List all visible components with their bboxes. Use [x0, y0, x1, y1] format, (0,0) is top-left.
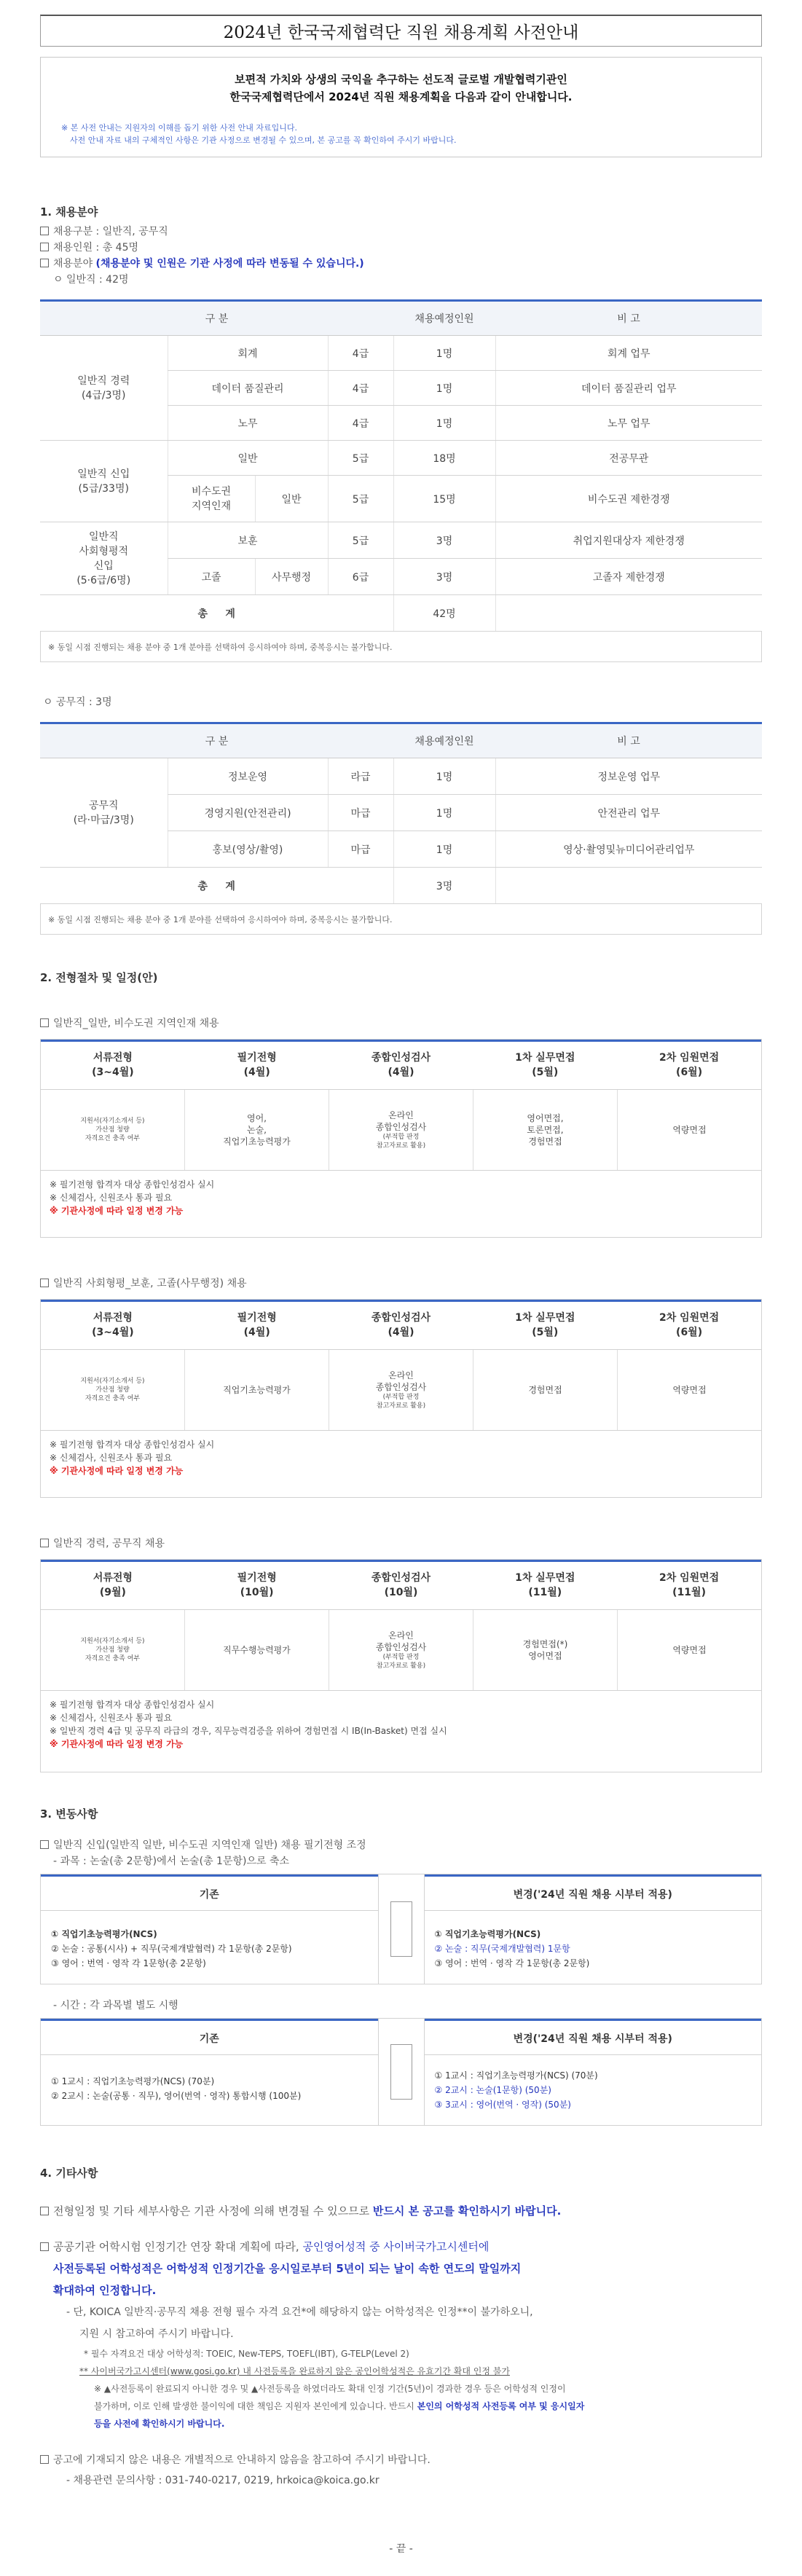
intro-line-1: 보편적 가치와 상생의 국익을 추구하는 선도적 글로벌 개발협력기관인 [235, 73, 567, 86]
stage-header: 2차 임원면접 (11월) [617, 1562, 761, 1610]
field: 고졸 [168, 559, 255, 595]
recruit-type: 채용구분 : 일반직, 공무직 [53, 226, 168, 237]
stage-content: 직무수행능력평가 [184, 1610, 329, 1690]
field: 경영지원(안전관리) [168, 795, 328, 831]
page-title: 2024년 한국국제협력단 직원 채용계획 사전안내 [40, 15, 762, 47]
stage-header: 종합인성검사 (10월) [329, 1562, 473, 1610]
contact-notice [40, 2450, 762, 2491]
process-note-warning: ※ 기관사정에 따라 일정 변경 가능 [50, 1739, 184, 1749]
field: 보훈 [168, 522, 328, 559]
stage-header: 2차 임원면접 (6월) [617, 1302, 761, 1350]
process-note: ※ 신체검사, 신원조사 통과 필요 [50, 1193, 173, 1203]
count: 1명 [393, 371, 495, 406]
after-header: 변경('24년 직원 채용 시부터 적용) [425, 2019, 762, 2055]
group-label: 일반직 신입 (5급/33명) [40, 441, 168, 522]
count: 1명 [393, 795, 495, 831]
sub-field: 일반 [255, 476, 328, 522]
table-row [40, 441, 762, 476]
total-remark [495, 868, 762, 904]
contact-info: - 채용관련 문의사항 : 031-740-0217, 0219, hrkoica@koica.go.kr [66, 2475, 380, 2486]
table-row [40, 758, 762, 795]
grade: 6급 [328, 559, 393, 595]
stage-header: 종합인성검사 (4월) [329, 1042, 473, 1090]
stage-header: 종합인성검사 (4월) [329, 1302, 473, 1350]
notice-emphasis: 반드시 본 공고를 확인하시기 바랍니다. [372, 2204, 562, 2218]
process-note-warning: ※ 기관사정에 따라 일정 변경 가능 [50, 1206, 184, 1216]
total-count: 42명 [393, 595, 495, 632]
intro-box [40, 57, 762, 157]
stage-content-main: 온라인 종합인성검사 [375, 1630, 427, 1652]
table-row [40, 522, 762, 559]
process-note: ※ 필기전형 합격자 대상 종합인성검사 실시 [50, 1179, 215, 1190]
before-line: ② 논술 : 공통(시사) + 직무(국제개발협력) 각 1문항(총 2문항) [51, 1944, 292, 1954]
process-title: 일반직 경력, 공무직 채용 [53, 1538, 165, 1550]
after-line: ② 2교시 : 논술(1문항) (50분) [434, 2085, 551, 2095]
group-label: 공무직 (라·마급/3명) [40, 758, 168, 868]
total-label: 총 계 [40, 868, 393, 904]
process-table [40, 1559, 762, 1772]
stage-content: 영어, 논술, 직업기초능력평가 [184, 1090, 329, 1170]
table-row [40, 336, 762, 371]
grade: 5급 [328, 441, 393, 476]
end-mark: - 끝 - [389, 2543, 413, 2555]
language-score-notice [40, 2236, 762, 2432]
public-recruit-table [40, 722, 762, 904]
arrow-icon [390, 1901, 412, 1957]
stage-header: 필기전형 (4월) [185, 1302, 329, 1350]
field: 홍보(영상/촬영) [168, 831, 328, 868]
process-note: ※ 필기전형 합격자 대상 종합인성검사 실시 [50, 1440, 215, 1450]
stage-header: 서류전형 (3~4월) [41, 1042, 185, 1090]
stage-content [329, 1610, 473, 1690]
process-note: ※ 일반직 경력 4급 및 공무직 라급의 경우, 직무능력검증을 위하여 경험면접 시 IB(In-Basket) 면접 실시 [50, 1726, 447, 1736]
general-recruit-table [40, 299, 762, 632]
checkbox-icon [40, 1840, 49, 1849]
stage-content: 지원서(자기소개서 등) 가산점 청량 자격요건 충족 여부 [80, 1638, 145, 1662]
stage-content: 역량면접 [617, 1090, 761, 1170]
grade: 5급 [328, 522, 393, 559]
total-label: 총 계 [40, 595, 393, 632]
notice-text: 지원 시 참고하여 주시기 바랍니다. [79, 2328, 234, 2340]
checkbox-icon [40, 1279, 49, 1287]
stage-content: 지원서(자기소개서 등) 가산점 청량 자격요건 충족 여부 [80, 1118, 145, 1142]
count: 1명 [393, 831, 495, 868]
section-3-heading: 3. 변동사항 [40, 1807, 98, 1821]
count: 1명 [393, 406, 495, 441]
section-4 [40, 2165, 762, 2491]
change-time-note: - 시간 : 각 과목별 별도 시행 [53, 2000, 178, 2011]
stage-content-sub: (부적합 판정 참고자료로 활용) [376, 1134, 426, 1150]
stage-header: 서류전형 (3~4월) [41, 1302, 185, 1350]
grade: 4급 [328, 406, 393, 441]
change-subject-note: - 과목 : 논술(총 2문항)에서 논술(총 1문항)으로 축소 [53, 1856, 290, 1867]
stage-content: 지원서(자기소개서 등) 가산점 청량 자격요건 충족 여부 [80, 1378, 145, 1402]
count: 1명 [393, 758, 495, 795]
stage-content-sub: (부적합 판정 참고자료로 활용) [376, 1394, 426, 1410]
table-note: ※ 동일 시점 진행되는 채용 분야 중 1개 분야를 선택하여 응시하여야 하며, 중복응시는 불가합니다. [40, 632, 762, 662]
section-2 [40, 970, 762, 1772]
process-note: ※ 필기전형 합격자 대상 종합인성검사 실시 [50, 1700, 215, 1710]
stage-header: 필기전형 (10월) [185, 1562, 329, 1610]
stage-content-sub: (부적합 판정 참고자료로 활용) [376, 1654, 426, 1670]
notice-footnote: ** 사이버국가고시센터(www.gosi.go.kr) 내 사전등록을 완료하지 않은 공인어학성적은 유효기간 확대 인정 불가 [79, 2366, 510, 2376]
remark: 안전관리 업무 [495, 795, 762, 831]
count: 15명 [393, 476, 495, 522]
notice-emphasis: 등을 사전에 확인하시기 바랍니다. [94, 2419, 225, 2429]
before-header: 기존 [41, 1874, 378, 1911]
change-item: 일반직 신입(일반직 일반, 비수도권 지역인재 일반) 채용 필기전형 조정 [53, 1839, 366, 1851]
col-header-count: 채용예정인원 [393, 723, 495, 758]
total-count: 3명 [393, 868, 495, 904]
remark: 취업지원대상자 제한경쟁 [495, 522, 762, 559]
field: 회계 [168, 336, 328, 371]
field: 비수도권 지역인재 [168, 476, 255, 522]
notice-text: 공공기관 어학시험 인정기간 연장 확대 계획에 따라, [53, 2240, 303, 2253]
process-title: 일반직 사회형평_보훈, 고졸(사무행정) 채용 [53, 1278, 247, 1289]
recruit-field-label: 채용분야 [53, 258, 96, 270]
after-header: 변경('24년 직원 채용 시부터 적용) [425, 1874, 762, 1911]
stage-header: 1차 실무면접 (5월) [473, 1042, 617, 1090]
checkbox-icon [40, 227, 49, 235]
col-header-remark: 비 고 [495, 723, 762, 758]
stage-content-main: 온라인 종합인성검사 [375, 1110, 427, 1132]
before-line: ③ 영어 : 번역 · 영작 각 1문항(총 2문항) [51, 1958, 206, 1968]
checkbox-icon [40, 2242, 49, 2251]
recruit-field-note: (채용분야 및 인원은 기관 사정에 따라 변동될 수 있습니다.) [95, 258, 364, 270]
stage-content: 직업기초능력평가 [184, 1350, 329, 1430]
grade: 4급 [328, 336, 393, 371]
stage-content: 경험면접(*) 영어면접 [473, 1610, 617, 1690]
intro-note-2: 사전 안내 자료 내의 구체적인 사항은 기관 사정으로 변경될 수 있으며, 본 공고를 꼭 확인하여 주시기 바랍니다. [70, 136, 457, 145]
checkbox-icon [40, 1018, 49, 1027]
checkbox-icon [40, 259, 49, 267]
stage-header: 1차 실무면접 (11월) [473, 1562, 617, 1610]
before-line: ① 1교시 : 직업기초능력평가(NCS) (70분) [51, 2076, 215, 2086]
grade: 5급 [328, 476, 393, 522]
remark: 데이터 품질관리 업무 [495, 371, 762, 406]
section-4-heading: 4. 기타사항 [40, 2167, 98, 2180]
remark: 전공무관 [495, 441, 762, 476]
intro-line-2: 한국국제협력단에서 2024년 직원 채용계획을 다음과 같이 안내합니다. [229, 90, 573, 103]
group-label: 일반직 경력 (4급/3명) [40, 336, 168, 441]
remark: 회계 업무 [495, 336, 762, 371]
remark: 정보운영 업무 [495, 758, 762, 795]
table-note: ※ 동일 시점 진행되는 채용 분야 중 1개 분야를 선택하여 응시하여야 하며, 중복응시는 불가합니다. [40, 904, 762, 935]
notice-emphasis: 공인영어성적 중 사이버국가고시센터에 [302, 2240, 490, 2253]
notice-emphasis: 확대하여 인정합니다. [53, 2284, 157, 2297]
process-title: 일반직_일반, 비수도권 지역인재 채용 [53, 1018, 219, 1029]
notice-emphasis: 사전등록된 어학성적은 어학성적 인정기간을 응시일로부터 5년이 되는 날이 속한 연도의 말일까지 [53, 2262, 522, 2275]
remark: 노무 업무 [495, 406, 762, 441]
after-line: ① 1교시 : 직업기초능력평가(NCS) (70분) [434, 2070, 598, 2081]
stage-header: 서류전형 (9월) [41, 1562, 185, 1610]
field: 일반 [168, 441, 328, 476]
field: 노무 [168, 406, 328, 441]
count: 18명 [393, 441, 495, 476]
col-header-category: 구 분 [40, 301, 393, 336]
notice-text: 공고에 기재되지 않은 내용은 개별적으로 안내하지 않음을 참고하여 주시기 바랍니다. [53, 2454, 431, 2466]
public-count: ㅇ 공무직 : 3명 [43, 696, 112, 708]
section-1-heading: 1. 채용분야 [40, 205, 98, 219]
notice-footnote: * 필수 자격요건 대상 어학성적: TOEIC, New-TEPS, TOEFL(IBT), G-TELP(Level 2) [84, 2349, 409, 2359]
stage-content: 경험면접 [473, 1350, 617, 1430]
process-table [40, 1039, 762, 1238]
notice-emphasis: 본인의 어학성적 사전등록 여부 및 응시일자 [417, 2401, 585, 2411]
field: 정보운영 [168, 758, 328, 795]
stage-header: 1차 실무면접 (5월) [473, 1302, 617, 1350]
grade: 마급 [328, 831, 393, 868]
total-row [40, 595, 762, 632]
before-line: ② 2교시 : 논술(공통 · 직무), 영어(번역 · 영작) 통합시행 (100분) [51, 2091, 302, 2101]
col-header-remark: 비 고 [495, 301, 762, 336]
after-line: ② 논술 : 직무(국제개발협력) 1문항 [434, 1944, 570, 1954]
remark: 고졸자 제한경쟁 [495, 559, 762, 595]
stage-header: 필기전형 (4월) [185, 1042, 329, 1090]
section-2-heading: 2. 전형절차 및 일정(안) [40, 971, 158, 984]
stage-content [329, 1350, 473, 1430]
notice-footnote: ※ ▲사전등록이 완료되지 아니한 경우 및 ▲사전등록을 하였더라도 확대 인정 기간(5년)이 경과한 경우 등은 어학성적 인정이 [94, 2384, 566, 2394]
before-header: 기존 [41, 2019, 378, 2055]
process-table [40, 1299, 762, 1498]
count: 3명 [393, 559, 495, 595]
process-note: ※ 신체검사, 신원조사 통과 필요 [50, 1713, 173, 1723]
count: 1명 [393, 336, 495, 371]
time-comparison [40, 2018, 762, 2126]
stage-content: 역량면접 [617, 1350, 761, 1430]
notice-text: 전형일정 및 기타 세부사항은 기관 사정에 의해 변경될 수 있으므로 [53, 2204, 373, 2218]
process-note-warning: ※ 기관사정에 따라 일정 변경 가능 [50, 1466, 184, 1476]
process-note: ※ 신체검사, 신원조사 통과 필요 [50, 1453, 173, 1463]
total-remark [495, 595, 762, 632]
group-label: 일반직 사회형평적 신입 (5·6급/6명) [40, 522, 168, 595]
stage-content-main: 온라인 종합인성검사 [375, 1370, 427, 1392]
after-line: ③ 영어 : 번역 · 영작 각 1문항(총 2문항) [434, 1958, 590, 1968]
arrow-icon [390, 2044, 412, 2100]
checkbox-icon [40, 2207, 49, 2215]
notice-footnote: 불가하며, 이로 인해 발생한 불이익에 대한 책임은 지원자 본인에게 있습니다. 반드시 [94, 2401, 417, 2411]
count: 3명 [393, 522, 495, 559]
stage-content: 역량면접 [617, 1610, 761, 1690]
stage-content [329, 1090, 473, 1170]
stage-header: 2차 임원면접 (6월) [617, 1042, 761, 1090]
checkbox-icon [40, 1539, 49, 1547]
col-header-count: 채용예정인원 [393, 301, 495, 336]
remark: 비수도권 제한경쟁 [495, 476, 762, 522]
checkbox-icon [40, 243, 49, 251]
grade: 4급 [328, 371, 393, 406]
intro-note-1: ※ 본 사전 안내는 지원자의 이해를 돕기 위한 사전 안내 자료입니다. [61, 123, 297, 133]
checkbox-icon [40, 2455, 49, 2464]
subject-comparison [40, 1874, 762, 1984]
section-1 [40, 204, 762, 935]
grade: 마급 [328, 795, 393, 831]
after-line: ① 직업기초능력평가(NCS) [434, 1929, 541, 1939]
general-count: ㅇ 일반직 : 42명 [53, 274, 129, 286]
col-header-category: 구 분 [40, 723, 393, 758]
grade: 라급 [328, 758, 393, 795]
field: 데이터 품질관리 [168, 371, 328, 406]
total-row [40, 868, 762, 904]
after-line: ③ 3교시 : 영어(번역 · 영작) (50분) [434, 2100, 571, 2110]
before-line: ① 직업기초능력평가(NCS) [51, 1929, 157, 1939]
stage-content: 영어면접, 토론면접, 경험면접 [473, 1090, 617, 1170]
remark: 영상·촬영및뉴미디어관리업무 [495, 831, 762, 868]
recruit-count: 채용인원 : 총 45명 [53, 242, 139, 254]
notice-text: - 단, KOICA 일반직·공무직 채용 전형 필수 자격 요건*에 해당하지 않는 어학성적은 인정**이 불가하오니, [66, 2306, 533, 2318]
sub-field: 사무행정 [255, 559, 328, 595]
section-3 [40, 1806, 762, 2126]
